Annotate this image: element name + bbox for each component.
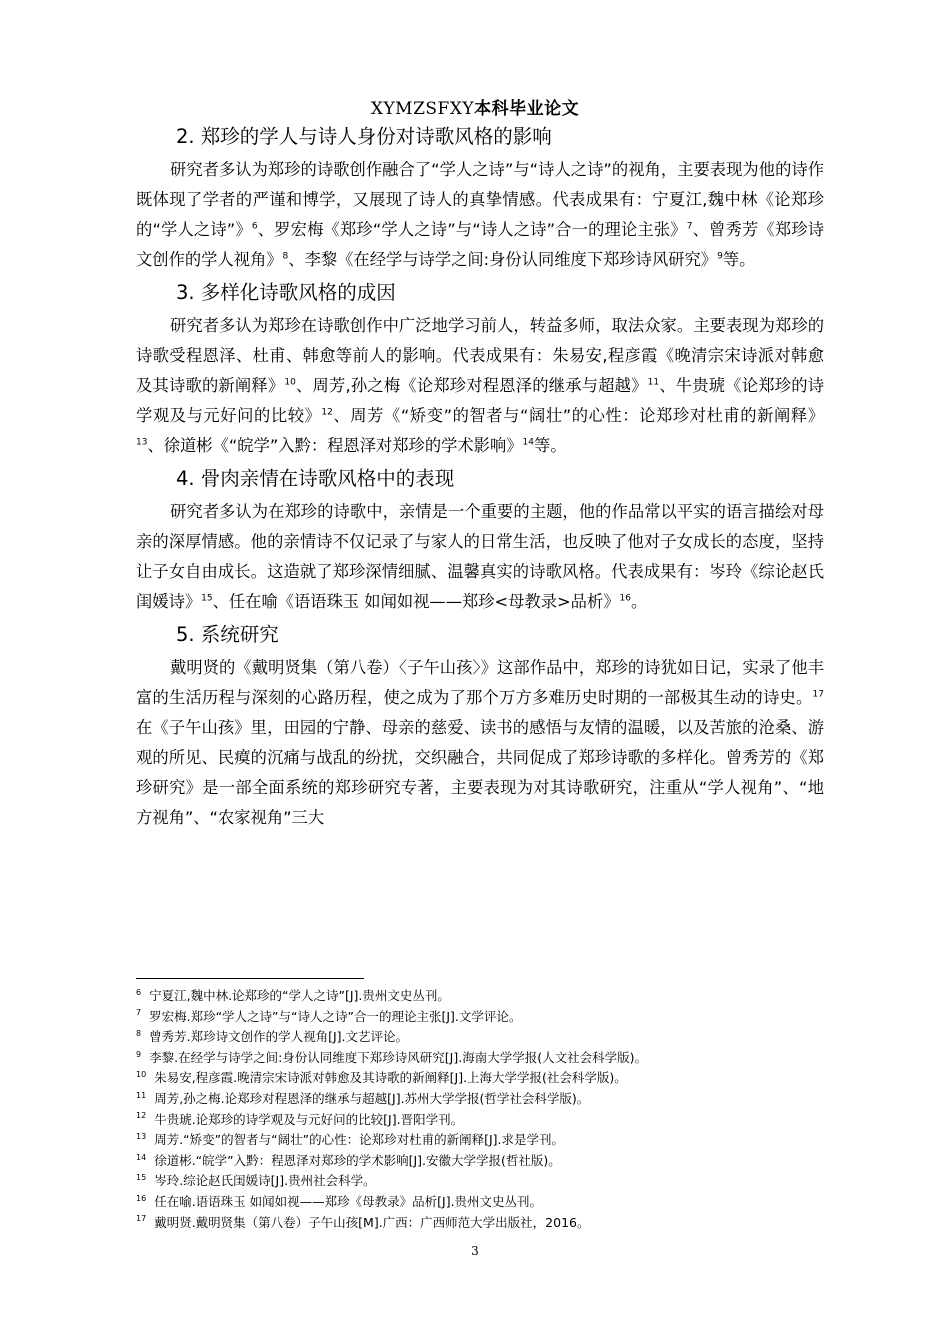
footnote-number: 15 (136, 1173, 147, 1183)
header-label: 本科毕业论文 (474, 99, 580, 119)
text-run: 、徐道彬《“皖学”入黔：程恩泽对郑珍的学术影响》 (147, 436, 523, 455)
footnote-ref: 17 (812, 689, 824, 700)
header-code: XYMZSFXY (370, 99, 475, 119)
text-run: 、曾秀芳《郑珍诗文创作的学人视角》 (136, 220, 824, 269)
text-run: 戴明贤的《戴明贤集（第八卷）〈子午山孩〉》这部作品中，郑珍的诗犹如日记，实录了他丰富的生活历程与深刻的心路历程，使之成为了那个万方多难历史时期的一部极其生动的诗史。 (136, 658, 824, 707)
section-paragraph (136, 155, 824, 275)
text-run: 、牛贵琥《论郑珍的诗学观及与元好问的比较》 (136, 376, 824, 425)
footnote-text: 罗宏梅.郑珍“学人之诗”与“诗人之诗”合一的理论主张[J].文学评论。 (149, 1008, 522, 1024)
text-run: 研究者多认为郑珍的诗歌创作融合了“学人之诗”与“诗人之诗”的视角，主要表现为他的诗作既体现了学者的严谨和博学，又展现了诗人的真挚情感。代表成果有：宁夏江,魏中林《论郑珍的“学人之诗”》 (136, 160, 824, 239)
footnote (136, 1110, 836, 1131)
footnote-number: 17 (136, 1214, 147, 1224)
text-run: 。 (630, 592, 648, 611)
footnote (136, 1007, 836, 1028)
text-run: 研究者多认为在郑珍的诗歌中，亲情是一个重要的主题，他的作品常以平实的语言描绘对母亲的深厚情感。他的亲情诗不仅记录了与家人的日常生活，也反映了他对子女成长的态度，坚持让子女自由成长。这造就了郑珍深情细腻、温馨真实的诗歌风格。代表成果有：岑玲《综论赵氏闺媛诗》 (136, 502, 824, 611)
footnote-text: 任在喻.语语珠玉 如闻如视——郑珍《母教录》品析[J].贵州文史丛刊。 (154, 1193, 543, 1209)
footnote-text: 曾秀芳.郑珍诗文创作的学人视角[J].文艺评论。 (149, 1029, 408, 1045)
footnote-number: 12 (136, 1111, 147, 1121)
section-paragraph (136, 653, 824, 833)
footnote (136, 1151, 836, 1172)
footnote-ref: 9 (717, 251, 723, 262)
footnote-text: 戴明贤.戴明贤集（第八卷）子午山孩[M].广西：广西师范大学出版社，2016。 (154, 1214, 590, 1230)
text-run: 研究者多认为郑珍在诗歌创作中广泛地学习前人，转益多师，取法众家。主要表现为郑珍的诗歌受程恩泽、杜甫、韩愈等前人的影响。代表成果有：朱易安,程彦霞《晚清宗宋诗派对韩愈及其诗歌的新阐释》 (136, 316, 824, 395)
footnote-ref: 16 (619, 593, 631, 604)
text-run: 等。 (533, 436, 567, 455)
page-number: 3 (471, 1244, 479, 1258)
footnote-separator (136, 978, 364, 979)
footnote (136, 986, 836, 1007)
footnote-text: 李黎.在经学与诗学之间:身份认同维度下郑珍诗风研究[J].海南大学学报(人文社会科学版)。 (149, 1049, 647, 1065)
footnote-ref: 15 (201, 593, 213, 604)
text-run: 、周芳《“矫变”的智者与“阔壮”的心性：论郑珍对杜甫的新阐释》 (332, 406, 824, 425)
footnote-text: 周芳,孙之梅.论郑珍对程恩泽的继承与超越[J].苏州大学学报(哲学社会科学版)。 (154, 1090, 590, 1106)
text-run: 、任在喻《语语珠玉 如闻如视——郑珍<母教录>品析》 (212, 592, 620, 611)
footnote-ref: 12 (321, 407, 333, 418)
footnote-number: 13 (136, 1132, 147, 1141)
footnote-ref: 8 (282, 251, 289, 262)
footnote-ref: 14 (522, 437, 534, 448)
running-header (0, 94, 950, 119)
footnote-number: 6 (136, 987, 142, 997)
footnote-ref: 13 (136, 437, 148, 448)
footnote-number: 16 (136, 1193, 147, 1203)
footnote-number: 7 (136, 1008, 142, 1018)
footnote-number: 11 (136, 1090, 147, 1100)
footnote (136, 1130, 836, 1151)
footnote (136, 1068, 836, 1089)
section-paragraph (136, 311, 824, 461)
footnote-text: 岑玲.综论赵氏闺媛诗[J].贵州社会科学。 (154, 1173, 376, 1189)
footnote-ref: 6 (251, 221, 258, 232)
footnote-text: 周芳.“矫变”的智者与“阔壮”的心性：论郑珍对杜甫的新阐释[J].求是学刊。 (154, 1132, 564, 1148)
footnote-number: 10 (136, 1070, 147, 1080)
section-heading: 5. 系统研究 (176, 623, 279, 646)
section-heading: 2. 郑珍的学人与诗人身份对诗歌风格的影响 (176, 125, 552, 148)
footnote-text: 牛贵琥.论郑珍的诗学观及与元好问的比较[J].晋阳学刊。 (154, 1111, 464, 1127)
text-run: 、周芳,孙之梅《论郑珍对程恩泽的继承与超越》 (295, 376, 648, 395)
footnote (136, 1192, 836, 1213)
footnote (136, 1048, 836, 1069)
footnote-ref: 7 (686, 221, 693, 232)
section-paragraph (136, 497, 824, 617)
footnote-number: 9 (136, 1049, 142, 1059)
footnote (136, 1027, 836, 1048)
footnote-number: 14 (136, 1152, 147, 1162)
footnote (136, 1213, 836, 1234)
footnote-ref: 10 (284, 377, 296, 388)
footnote (136, 1089, 836, 1110)
footnote-ref: 11 (647, 377, 660, 388)
section-heading: 3. 多样化诗歌风格的成因 (176, 281, 396, 304)
footnote-text: 朱易安,程彦霞.晚清宗宋诗派对韩愈及其诗歌的新阐释[J].上海大学学报(社会科学版)。 (154, 1070, 627, 1086)
footnote-number: 8 (136, 1029, 142, 1039)
footnote-text: 宁夏江,魏中林.论郑珍的“学人之诗”[J].贵州文史丛刊。 (149, 988, 450, 1003)
body-text (136, 119, 824, 833)
text-run: 等。 (722, 250, 756, 269)
section-heading: 4. 骨肉亲情在诗歌风格中的表现 (176, 467, 455, 490)
text-run: 在《子午山孩》里，田园的宁静、母亲的慈爱、读书的感悟与友情的温暖，以及苦旅的沧桑、游观的所见、民瘼的沉痛与战乱的纷扰，交织融合，共同促成了郑珍诗歌的多样化。曾秀芳的《郑珍研究》是一部全面系统的郑珍研究专著，主要表现为对其诗歌研究，注重从“学人视角”、“地方视角”、“农家视角”三大 (136, 718, 824, 827)
footnote-text: 徐道彬.“皖学”入黔：程恩泽对郑珍的学术影响[J].安徽大学学报(哲社版)。 (154, 1152, 561, 1168)
text-run: 、罗宏梅《郑珍“学人之诗”与“诗人之诗”合一的理论主张》 (257, 220, 687, 239)
footnote (136, 1171, 836, 1192)
footnotes (136, 986, 836, 1233)
text-run: 、李黎《在经学与诗学之间:身份认同维度下郑珍诗风研究》 (288, 250, 718, 269)
